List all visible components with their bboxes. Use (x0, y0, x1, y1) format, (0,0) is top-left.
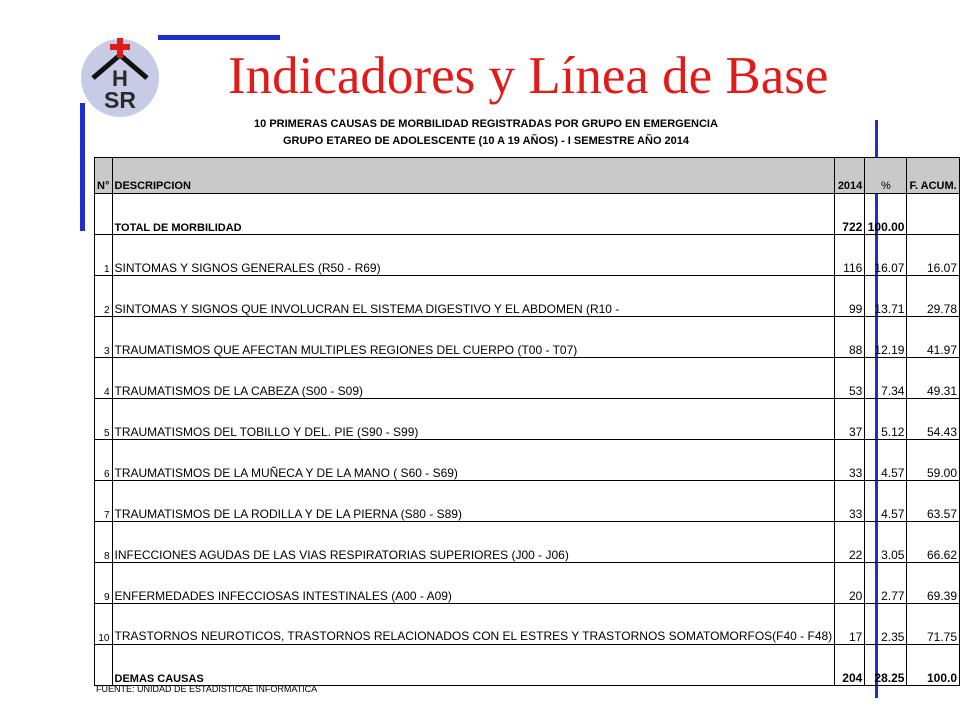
row-pct: 12.19 (865, 317, 907, 358)
row-description: INFECCIONES AGUDAS DE LAS VIAS RESPIRATORIAS SUPERIORES (J00 - J06) (112, 522, 835, 563)
row-description: TRAUMATISMOS DE LA MUÑECA Y DE LA MANO ( S60 - S69) (112, 440, 835, 481)
row-value: 88 (835, 317, 865, 358)
row-acum: 29.78 (907, 276, 960, 317)
col-header-pct: % (865, 158, 907, 194)
total-label: TOTAL DE MORBILIDAD (112, 194, 835, 235)
row-value: 17 (835, 604, 865, 645)
table-header-row (95, 158, 960, 194)
others-acum: 100.0 (907, 645, 960, 686)
row-value: 99 (835, 276, 865, 317)
row-pct: 2.77 (865, 563, 907, 604)
row-pct: 7.34 (865, 358, 907, 399)
others-row (95, 645, 960, 686)
row-number: 6 (95, 440, 113, 481)
col-header-n: N° (95, 158, 113, 194)
row-acum: 16.07 (907, 235, 960, 276)
others-pct: 28.25 (865, 645, 907, 686)
row-description: TRAUMATISMOS DE LA CABEZA (S00 - S09) (112, 358, 835, 399)
table-source-footer: FUENTE: UNIDAD DE ESTADISTICAE INFORMATICA (96, 684, 318, 694)
row-number: 2 (95, 276, 113, 317)
table-row (95, 399, 960, 440)
total-row (95, 194, 960, 235)
row-number: 9 (95, 563, 113, 604)
row-number: 3 (95, 317, 113, 358)
row-pct: 4.57 (865, 440, 907, 481)
total-pct: 100.00 (865, 194, 907, 235)
row-acum: 41.97 (907, 317, 960, 358)
row-number: 8 (95, 522, 113, 563)
row-value: 116 (835, 235, 865, 276)
row-pct: 5.12 (865, 399, 907, 440)
row-description: TRAUMATISMOS DE LA RODILLA Y DE LA PIERNA (S80 - S89) (112, 481, 835, 522)
row-acum: 66.62 (907, 522, 960, 563)
slide-title: Indicadores y Línea de Base (228, 47, 829, 105)
row-acum: 59.00 (907, 440, 960, 481)
hospital-logo (80, 38, 160, 118)
row-pct: 13.71 (865, 276, 907, 317)
table-heading-1: 10 PRIMERAS CAUSAS DE MORBILIDAD REGISTRADAS POR GRUPO EN EMERGENCIA (254, 118, 718, 130)
total-value: 722 (835, 194, 865, 235)
table-row (95, 481, 960, 522)
table-row (95, 522, 960, 563)
col-header-acum: F. ACUM. (907, 158, 960, 194)
row-value: 33 (835, 481, 865, 522)
row-description: SINTOMAS Y SIGNOS GENERALES (R50 - R69) (112, 235, 835, 276)
row-number: 10 (95, 604, 113, 645)
col-header-desc: DESCRIPCION (112, 158, 835, 194)
row-value: 37 (835, 399, 865, 440)
others-label: DEMAS CAUSAS (112, 645, 835, 686)
row-description: ENFERMEDADES INFECCIOSAS INTESTINALES (A00 - A09) (112, 563, 835, 604)
row-acum: 49.31 (907, 358, 960, 399)
svg-text:H: H (112, 66, 128, 91)
table-row (95, 276, 960, 317)
row-acum: 63.57 (907, 481, 960, 522)
table-row (95, 440, 960, 481)
row-number: 5 (95, 399, 113, 440)
row-number: 4 (95, 358, 113, 399)
row-description: TRAUMATISMOS DEL TOBILLO Y DEL. PIE (S90 - S99) (112, 399, 835, 440)
others-value: 204 (835, 645, 865, 686)
table-row (95, 317, 960, 358)
row-value: 33 (835, 440, 865, 481)
row-value: 53 (835, 358, 865, 399)
row-number: 7 (95, 481, 113, 522)
left-decor-bar (80, 103, 85, 231)
table-row (95, 358, 960, 399)
row-pct: 2.35 (865, 604, 907, 645)
row-description: TRAUMATISMOS QUE AFECTAN MULTIPLES REGIONES DEL CUERPO (T00 - T07) (112, 317, 835, 358)
row-acum: 69.39 (907, 563, 960, 604)
row-pct: 16.07 (865, 235, 907, 276)
row-value: 20 (835, 563, 865, 604)
row-number: 1 (95, 235, 113, 276)
row-value: 22 (835, 522, 865, 563)
svg-text:SR: SR (104, 87, 136, 113)
table-heading-2: GRUPO ETAREO DE ADOLESCENTE (10 A 19 AÑOS) - I SEMESTRE AÑO 2014 (282, 135, 690, 147)
row-pct: 3.05 (865, 522, 907, 563)
row-description: SINTOMAS Y SIGNOS QUE INVOLUCRAN EL SISTEMA DIGESTIVO Y EL ABDOMEN (R10 - (112, 276, 835, 317)
top-decor-bar (158, 35, 280, 40)
row-description: TRASTORNOS NEUROTICOS, TRASTORNOS RELACIONADOS CON EL ESTRES Y TRASTORNOS SOMATOMORFOS(F40 - F48) (112, 604, 835, 645)
table-row (95, 235, 960, 276)
morbidity-table (94, 157, 960, 686)
row-acum: 54.43 (907, 399, 960, 440)
col-header-year: 2014 (835, 158, 865, 194)
row-pct: 4.57 (865, 481, 907, 522)
table-row (95, 604, 960, 645)
table-row (95, 563, 960, 604)
row-acum: 71.75 (907, 604, 960, 645)
